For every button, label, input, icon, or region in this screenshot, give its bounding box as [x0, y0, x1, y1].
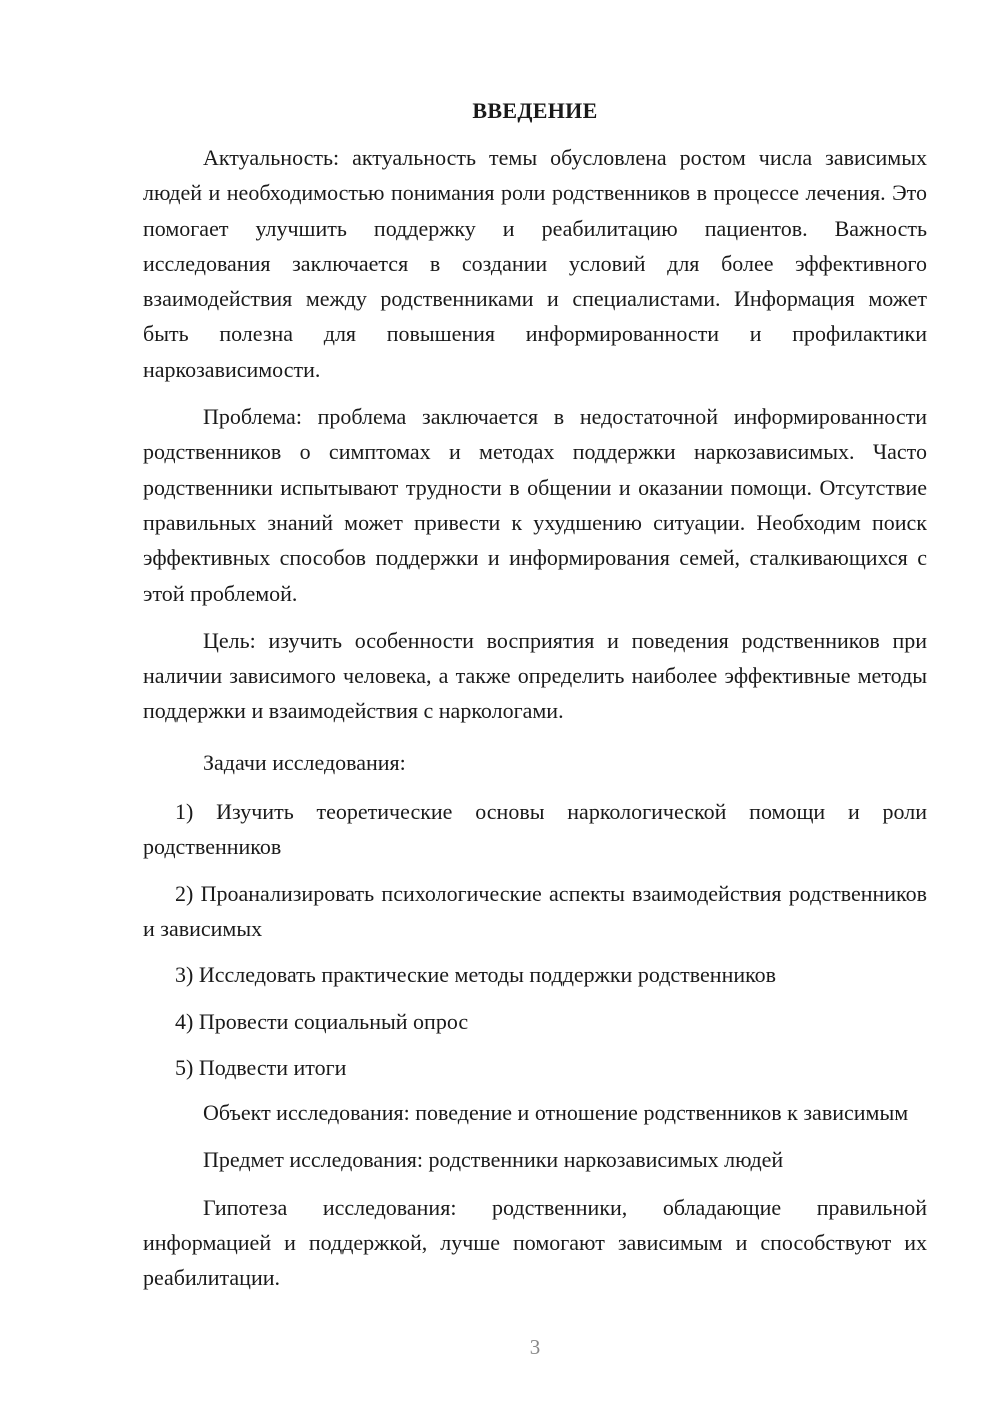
- tasks-list: [143, 794, 927, 1085]
- tasks-label: Задачи исследования:: [203, 749, 406, 775]
- subject-paragraph: Предмет исследования: родственники наркозависимых людей: [203, 1147, 784, 1173]
- list-item: 5) Подвести итоги: [175, 1054, 347, 1080]
- page-number: 3: [529, 1335, 541, 1359]
- goal-paragraph: Цель: изучить особенности восприятия и поведения родственников при наличии зависимого человека, а также определить наиболее эффективные методы поддержки и взаимодействия с наркологами.: [143, 627, 927, 724]
- list-item: 3) Исследовать практические методы поддержки родственников: [175, 962, 777, 988]
- list-item: 2) Проанализировать психологические аспекты взаимодействия родственников и зависимых: [143, 880, 927, 941]
- relevance-paragraph: Актуальность: актуальность темы обусловлена ростом числа зависимых людей и необходимостью понимания роли родственников в процессе лечения. Это помогает улучшить поддержку и реабилитацию пациентов. Важность исследования заключается в создании условий для более эффективного взаимодействия между родственниками и специалистами. Информация может быть полезна для повышения информированности и профилактики наркозависимости.: [143, 145, 927, 382]
- page-body: [143, 96, 927, 1308]
- list-item: 1) Изучить теоретические основы наркологической помощи и роли родственников: [143, 799, 927, 860]
- problem-paragraph: Проблема: проблема заключается в недостаточной информированности родственников о симптомах и методах поддержки наркозависимых. Часто родственники испытывают трудности в общении и оказании помощи. Отсутствие правильных знаний может привести к ухудшению ситуации. Необходим поиск эффективных способов поддержки и информирования семей, сталкивающихся с этой проблемой.: [143, 404, 927, 606]
- hypothesis-paragraph: Гипотеза исследования: родственники, обладающие правильной информацией и поддержкой, лучше помогают зависимым и способствуют их реабилитации.: [143, 1194, 927, 1291]
- object-paragraph: Объект исследования: поведение и отношение родственников к зависимым: [203, 1100, 909, 1126]
- list-item: 4) Провести социальный опрос: [175, 1008, 469, 1034]
- section-title: ВВЕДЕНИЕ: [472, 98, 598, 123]
